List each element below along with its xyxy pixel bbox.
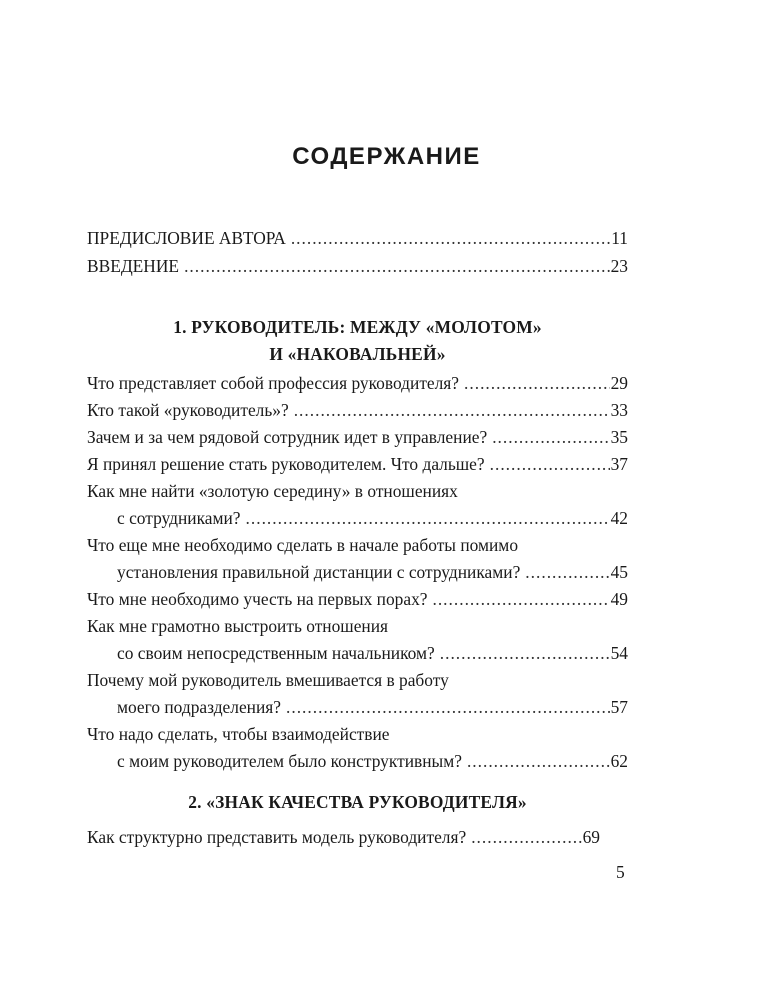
toc-entry-text: Что представляет собой профессия руководителя? [87, 373, 460, 393]
toc-entry-page: 23 [610, 256, 628, 276]
toc-entry-text: Что мне необходимо учесть на первых порах? [87, 589, 428, 609]
toc-entry[interactable] [117, 562, 628, 588]
leader-dots [184, 256, 610, 277]
toc-entry-page: 37 [610, 454, 628, 474]
leader-dots [440, 643, 610, 664]
toc-entry[interactable] [117, 697, 628, 723]
page-number: 5 [616, 862, 625, 882]
toc-entry[interactable] [87, 228, 628, 254]
leader-dots [432, 589, 609, 610]
toc-entry-text: Кто такой «руководитель»? [87, 400, 289, 420]
toc-entry-text: ПРЕДИСЛОВИЕ АВТОРА [87, 228, 286, 248]
leader-dots [467, 751, 610, 772]
leader-dots [291, 228, 610, 249]
toc-entry-page: 57 [610, 697, 628, 717]
section-heading: 1. РУКОВОДИТЕЛЬ: МЕЖДУ «МОЛОТОМ» [173, 317, 542, 337]
toc-entry[interactable] [87, 454, 628, 480]
leader-dots [525, 562, 609, 583]
toc-entry-page: 54 [610, 643, 628, 663]
toc-entry[interactable] [117, 643, 628, 669]
toc-entry-text: с моим руководителем было конструктивным? [117, 751, 462, 771]
toc-entry-page: 35 [610, 427, 628, 447]
toc-entry-page: 69 [582, 827, 600, 847]
toc-entry[interactable] [87, 400, 628, 426]
toc-entry[interactable] [87, 827, 600, 853]
toc-entry[interactable] [117, 508, 628, 534]
toc-entry-page: 33 [610, 400, 628, 420]
section-heading: И «НАКОВАЛЬНЕЙ» [269, 344, 446, 364]
toc-entry-first-line: Что еще мне необходимо сделать в начале работы помимо [87, 535, 519, 555]
leader-dots [471, 827, 581, 848]
toc-entry-page: 29 [610, 373, 628, 393]
leader-dots [490, 454, 610, 475]
leader-dots [246, 508, 610, 529]
leader-dots [464, 373, 610, 394]
toc-entry-first-line: Почему мой руководитель вмешивается в работу [87, 670, 449, 690]
section-heading: 2. «ЗНАК КАЧЕСТВА РУКОВОДИТЕЛЯ» [188, 792, 527, 812]
toc-entry[interactable] [87, 589, 628, 615]
toc-entry-text: моего подразделения? [117, 697, 281, 717]
toc-entry-text: со своим непосредственным начальником? [117, 643, 435, 663]
toc-entry-text: Как структурно представить модель руководителя? [87, 827, 467, 847]
toc-entry-text: Зачем и за чем рядовой сотрудник идет в управление? [87, 427, 488, 447]
toc-entry[interactable] [87, 373, 628, 399]
toc-entry-first-line: Как мне найти «золотую середину» в отношениях [87, 481, 458, 501]
toc-entry[interactable] [87, 427, 628, 453]
toc-entry-page: 49 [610, 589, 628, 609]
toc-entry-page: 11 [611, 228, 628, 248]
toc-entry-text: ВВЕДЕНИЕ [87, 256, 180, 276]
toc-entry-page: 62 [610, 751, 628, 771]
toc-entry-first-line: Как мне грамотно выстроить отношения [87, 616, 389, 636]
toc-entry[interactable] [87, 256, 628, 282]
toc-entry-page: 42 [610, 508, 628, 528]
toc-entry-text: Я принял решение стать руководителем. Что дальше? [87, 454, 485, 474]
toc-entry-page: 45 [610, 562, 628, 582]
toc-entry-text: установления правильной дистанции с сотрудниками? [117, 562, 521, 582]
toc-entry-text: с сотрудниками? [117, 508, 241, 528]
leader-dots [286, 697, 610, 718]
toc-entry[interactable] [117, 751, 628, 777]
leader-dots [492, 427, 609, 448]
leader-dots [294, 400, 610, 421]
toc-entry-first-line: Что надо сделать, чтобы взаимодействие [87, 724, 390, 744]
page-title: СОДЕРЖАНИЕ [292, 143, 481, 170]
